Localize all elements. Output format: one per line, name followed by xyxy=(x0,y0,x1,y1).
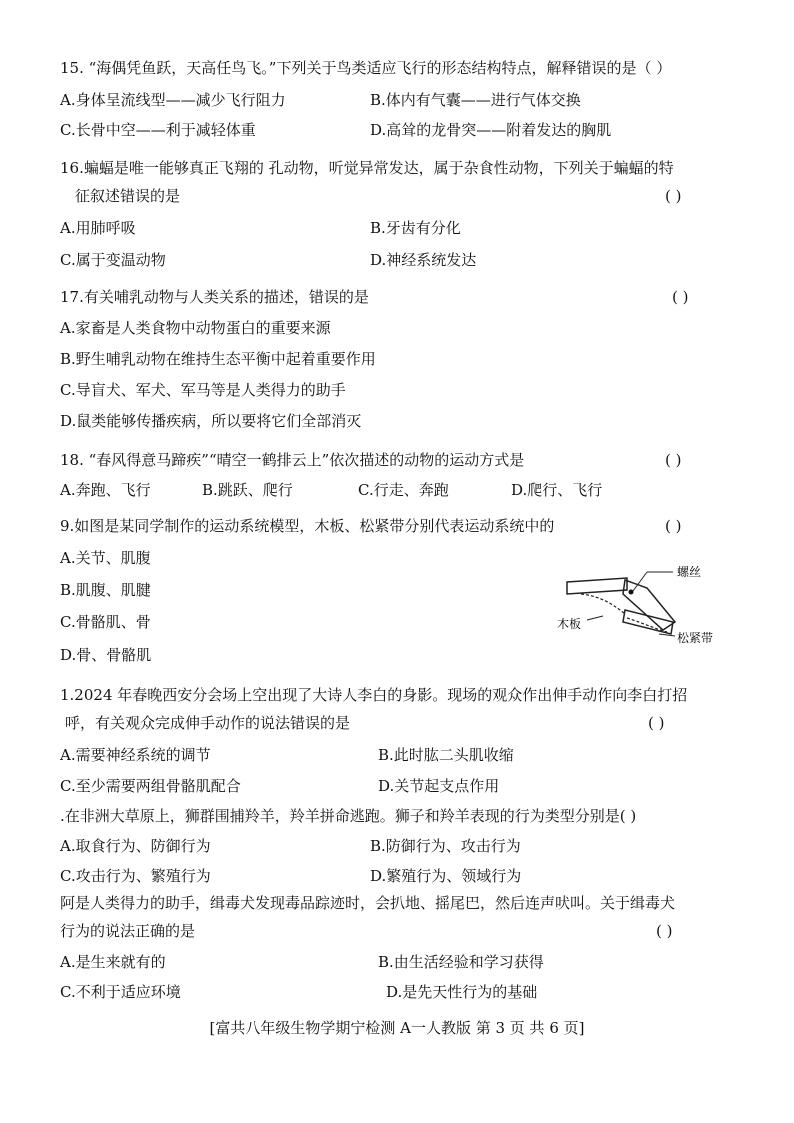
question-19-option-c: C.骨骼肌、骨 xyxy=(60,613,151,631)
question-16-stem-line2: 征叙述错误的是 xyxy=(75,187,181,205)
question-19-option-d: D.骨、骨骼肌 xyxy=(60,646,152,664)
question-21-stem: .在非洲大草原上，狮群围捕羚羊，羚羊拼命逃跑。狮子和羚羊表现的行为类型分别是( ) xyxy=(60,807,637,825)
question-20-option-a: A.需要神经系统的调节 xyxy=(60,746,211,764)
elastic-band-upper xyxy=(581,594,625,614)
question-18-answer-paren: ( ) xyxy=(665,451,682,469)
screw-pointer xyxy=(633,572,647,591)
question-21-option-d: D.繁殖行为、领域行为 xyxy=(370,867,522,885)
question-16-answer-paren: ( ) xyxy=(665,187,682,205)
question-16-option-c: C.属于变温动物 xyxy=(60,251,166,269)
question-22-option-c: C.不利于适应环境 xyxy=(60,983,181,1001)
question-22-stem-line1: 阿是人类得力的助手，缉毒犬发现毒品踪迹时，会扒地、摇尾巴，然后连声吠叫。关于缉毒犬 xyxy=(60,894,676,912)
band-pointer xyxy=(659,634,675,636)
figure-label-elastic: 松紧带 xyxy=(677,631,714,645)
movement-model-figure xyxy=(555,560,735,650)
question-15-option-a: A.身体呈流线型——减少飞行阻力 xyxy=(60,91,286,109)
board-lower xyxy=(623,610,673,634)
question-22-option-d: D.是先天性行为的基础 xyxy=(386,983,538,1001)
question-20-stem-line1: 1.2024 年春晚西安分会场上空出现了大诗人李白的身影。现场的观众作出伸手动作向李白打招 xyxy=(60,686,688,704)
question-19-stem: 9.如图是某同学制作的运动系统模型，木板、松紧带分别代表运动系统中的 xyxy=(60,517,555,535)
question-17-option-b: B.野生哺乳动物在维持生态平衡中起着重要作用 xyxy=(60,350,376,368)
question-21-option-b: B.防御行为、攻击行为 xyxy=(370,837,521,855)
screw-dot xyxy=(629,590,634,595)
question-20-option-b: B.此时肱二头肌收缩 xyxy=(378,746,514,764)
question-17-stem: 17.有关哺乳动物与人类关系的描述，错误的是 xyxy=(60,288,369,306)
question-17-option-c: C.导盲犬、军犬、军马等是人类得力的助手 xyxy=(60,381,346,399)
question-20-option-c: C.至少需要两组骨骼肌配合 xyxy=(60,777,241,795)
question-18-option-b: B.跳跃、爬行 xyxy=(202,481,293,499)
question-18-option-d: D.爬行、飞行 xyxy=(511,481,603,499)
question-19-option-a: A.关节、肌腹 xyxy=(60,549,151,567)
question-20-answer-paren: ( ) xyxy=(648,714,665,732)
question-20-option-d: D.关节起支点作用 xyxy=(378,777,500,795)
question-16-option-b: B.牙齿有分化 xyxy=(370,219,461,237)
question-21-option-a: A.取食行为、防御行为 xyxy=(60,837,211,855)
question-19-answer-paren: ( ) xyxy=(665,517,682,535)
question-17-option-a: A.家畜是人类食物中动物蛋白的重要来源 xyxy=(60,319,331,337)
board-upper xyxy=(567,578,627,594)
question-15-stem: 15. “海偶凭鱼跃，天高任鸟飞。”下列关于鸟类适应飞行的形态结构特点，解释错误的是（ ） xyxy=(60,59,672,77)
question-18-option-c: C.行走、奔跑 xyxy=(358,481,449,499)
question-18-stem: 18. “春风得意马蹄疾”“晴空一鹤排云上”依次描述的动物的运动方式是 xyxy=(60,451,525,469)
question-22-stem-line2: 行为的说法正确的是 xyxy=(60,922,196,940)
question-19-option-b: B.肌腹、肌腱 xyxy=(60,581,151,599)
question-15-option-c: C.长骨中空——利于减轻体重 xyxy=(60,121,256,139)
question-22-answer-paren: ( ) xyxy=(656,922,673,940)
figure-label-board: 木板 xyxy=(557,617,582,631)
question-15-option-d: D.高耸的龙骨突——附着发达的胸肌 xyxy=(370,121,612,139)
question-18-option-a: A.奔跑、飞行 xyxy=(60,481,151,499)
board-pointer xyxy=(587,616,603,620)
question-21-option-c: C.攻击行为、繁殖行为 xyxy=(60,867,211,885)
question-17-option-d: D.鼠类能够传播疾病，所以要将它们全部消灭 xyxy=(60,412,362,430)
page-footer: [富共八年级生物学期宁检测 A一人教版 第 3 页 共 6 页] xyxy=(209,1019,585,1037)
question-16-stem-line1: 16.蝙蝠是唯一能够真正飞翔的 孔动物，听觉异常发达，属于杂食性动物，下列关于蝙蝠的特 xyxy=(60,159,674,177)
figure-label-screw: 螺丝 xyxy=(677,565,702,579)
question-16-option-a: A.用肺呼吸 xyxy=(60,219,136,237)
question-17-answer-paren: ( ) xyxy=(672,288,689,306)
question-15-option-b: B.体内有气囊——进行气体交换 xyxy=(370,91,581,109)
board-joint xyxy=(623,580,675,630)
question-20-stem-line2: 呼，有关观众完成伸手动作的说法错误的是 xyxy=(65,714,351,732)
question-22-option-a: A.是生来就有的 xyxy=(60,953,166,971)
question-16-option-d: D.神经系统发达 xyxy=(370,251,477,269)
question-22-option-b: B.由生活经验和学习获得 xyxy=(378,953,544,971)
